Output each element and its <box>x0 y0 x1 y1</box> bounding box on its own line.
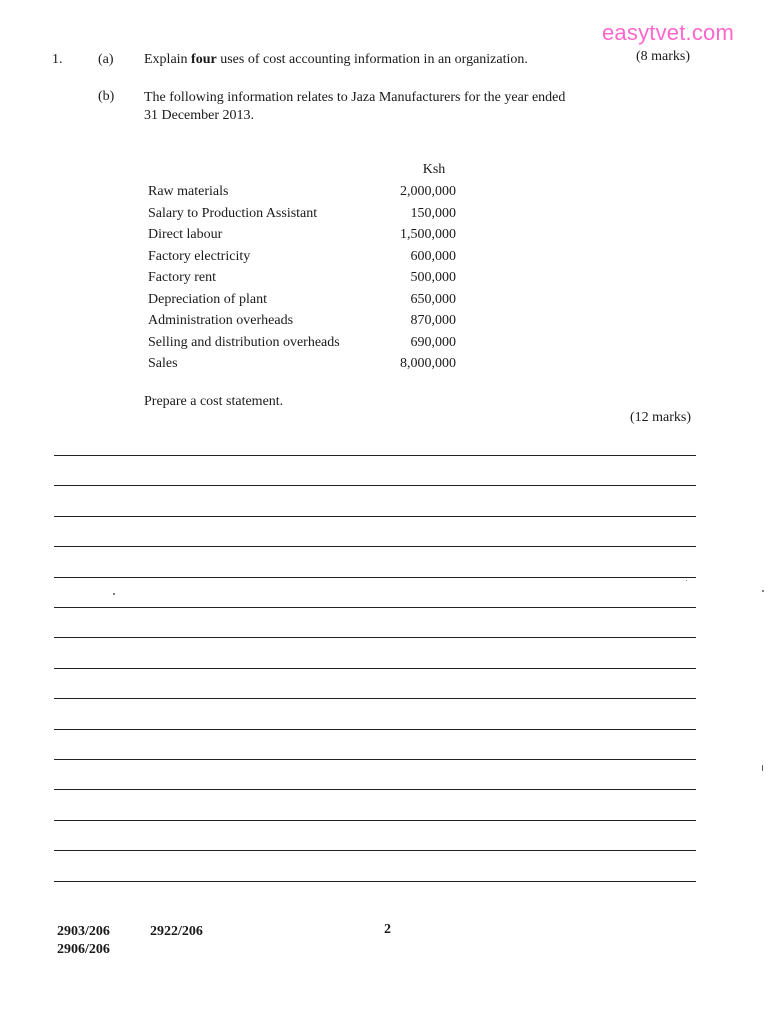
answer-line <box>54 820 696 821</box>
answer-line <box>54 698 696 699</box>
answer-line <box>54 546 696 547</box>
financial-row <box>148 356 456 377</box>
page-number: 2 <box>384 922 391 937</box>
answer-line <box>54 668 696 669</box>
answer-line <box>54 485 696 486</box>
paper-code-2: 2906/206 <box>57 942 110 957</box>
part-b-label: (b) <box>98 89 115 104</box>
financial-row <box>148 206 456 227</box>
financial-item-name: Direct labour <box>148 227 223 242</box>
financial-item-amount: 2,000,000 <box>400 184 456 199</box>
answer-line <box>54 729 696 730</box>
scan-speck <box>762 590 764 592</box>
answer-line <box>54 881 696 882</box>
financial-row <box>148 313 456 334</box>
answer-line <box>54 516 696 517</box>
financial-item-name: Selling and distribution overheads <box>148 334 340 350</box>
financial-item-amount: 690,000 <box>410 334 456 350</box>
part-b-marks: (12 marks) <box>630 410 692 425</box>
part-b-intro <box>144 89 565 125</box>
currency-header: Ksh <box>422 162 446 177</box>
scan-speck <box>686 580 687 581</box>
financial-item-name: Salary to Production Assistant <box>148 205 318 221</box>
answer-line <box>54 577 696 578</box>
paper-code-1: 2903/206 <box>57 924 110 939</box>
answer-line <box>54 759 696 760</box>
financial-item-amount: 150,000 <box>410 205 456 221</box>
answer-line <box>54 850 696 851</box>
part-a-question <box>144 52 528 68</box>
financial-item-amount: 1,500,000 <box>400 227 456 242</box>
paper-code-3: 2922/206 <box>150 924 203 939</box>
part-a-marks: (8 marks) <box>636 49 691 64</box>
financial-item-name: Factory rent <box>148 270 217 285</box>
financial-item-amount: 650,000 <box>410 291 456 307</box>
financial-item-amount: 870,000 <box>410 313 456 328</box>
part-a-text-start: Explain <box>144 52 192 67</box>
part-a-label: (a) <box>98 52 114 67</box>
financial-row <box>148 270 456 291</box>
financial-item-name: Factory electricity <box>148 248 251 264</box>
financial-item-name: Depreciation of plant <box>148 291 267 307</box>
part-b-intro-line-1: The following information relates to Jaza Manufacturers for the year ended <box>144 90 566 105</box>
answer-line <box>54 789 696 790</box>
financial-item-amount: 8,000,000 <box>400 356 456 371</box>
answer-line <box>54 637 696 638</box>
financial-item-amount: 500,000 <box>410 270 456 285</box>
financial-row <box>148 292 456 313</box>
financial-row <box>148 184 456 205</box>
scan-speck <box>113 593 115 595</box>
part-a-text-end: uses of cost accounting information in an organization. <box>216 52 528 67</box>
financial-item-name: Administration overheads <box>148 313 294 328</box>
financial-row <box>148 335 456 356</box>
financial-item-name: Raw materials <box>148 184 229 199</box>
answer-line <box>54 455 696 456</box>
financial-row <box>148 227 456 248</box>
part-b-intro-line-2: 31 December 2013. <box>144 108 255 123</box>
answer-line <box>54 607 696 608</box>
question-number: 1. <box>52 52 63 67</box>
scan-speck <box>762 765 763 771</box>
financial-item-amount: 600,000 <box>410 248 456 264</box>
financial-row <box>148 249 456 270</box>
part-a-text-bold: four <box>191 52 217 67</box>
financial-item-name: Sales <box>148 356 178 371</box>
watermark-logo: easytvet.com <box>602 20 735 45</box>
part-b-instruction: Prepare a cost statement. <box>144 394 284 409</box>
